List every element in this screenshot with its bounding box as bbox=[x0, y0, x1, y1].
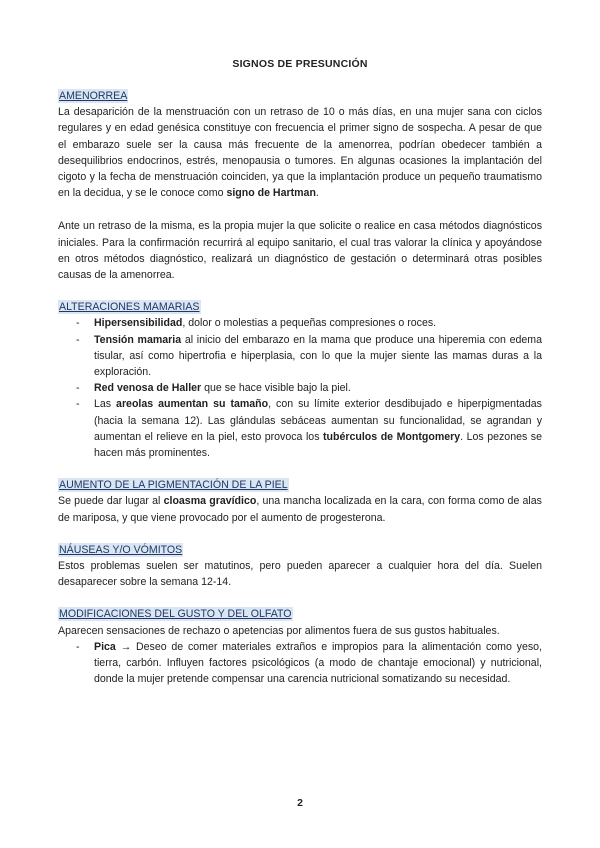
bold-term: Hipersensibilidad bbox=[94, 317, 183, 330]
paragraph-text: , una mancha localizada en la cara, con forma como de alas de mariposa, y que viene provocado por el aumento de progesterona. bbox=[58, 495, 542, 524]
list-item-text: que se hace visible bajo la piel. bbox=[201, 382, 351, 395]
list-item-text: , con su límite exterior desdibujado e hiperpigmentadas (hacia la semana 12). Las glándulas sebáceas aumentan su funcionalidad, se agrandan y aumentan el relieve en la piel, esto provoca los bbox=[94, 398, 542, 443]
section-heading: ALTERACIONES MAMARIAS bbox=[59, 301, 200, 314]
bold-term: Red venosa de Haller bbox=[94, 382, 202, 395]
bold-term: Tensión mamaria bbox=[94, 333, 182, 346]
bold-term: Pica bbox=[94, 640, 116, 653]
list-item bbox=[94, 396, 542, 461]
page-number: 2 bbox=[297, 797, 303, 809]
paragraph-text: La desaparición de la menstruación con un retraso de 10 o más días, en una mujer sana con ciclos regulares y en edad genésica constituye con frecuencia el primer signo de sospecha. A pesar de que el embarazo suele ser la causa más frecuente de la amenorrea, podrían obedecer también a desequilibrios endocrinos, estrés, menopausia o tumores. En algunas ocasiones la implantación del cigoto y la fecha de menstruación coinciden, ya que la implantación produce un pequeño traumatismo en la decidua, y se le conoce como bbox=[58, 106, 542, 200]
section-gusto-olfato bbox=[58, 606, 542, 687]
page-title: SIGNOS DE PRESUNCIÓN bbox=[232, 58, 368, 70]
paragraph: Ante un retraso de la misma, es la propia mujer la que solicite o realice en casa métodos diagnósticos iniciales. Para la confirmación recurrirá al equipo sanitario, el cual tras valorar la clínica y apoyándose en otros métodos diagnóstico, realizará un diagnóstico de gestación o determinará otras posibles causas de la amenorrea. bbox=[58, 220, 542, 282]
bold-term: areolas aumentan su tamaño bbox=[116, 398, 269, 411]
bold-term: tubérculos de Montgomery bbox=[323, 430, 461, 443]
list-item bbox=[94, 639, 542, 688]
list-item bbox=[94, 380, 542, 396]
bullet-list bbox=[58, 639, 542, 688]
paragraph: Aparecen sensaciones de rechazo o apetencias por alimentos fuera de sus gustos habituales. bbox=[58, 624, 500, 637]
paragraph bbox=[58, 493, 542, 525]
section-amenorrea bbox=[58, 88, 542, 283]
list-item bbox=[94, 315, 542, 331]
bullet-list bbox=[58, 315, 542, 461]
list-item-text: , dolor o molestias a pequeñas compresiones o roces. bbox=[182, 317, 437, 330]
bold-term: signo de Hartman bbox=[226, 187, 316, 200]
list-item-text: → Deseo de comer materiales extraños e impropios para la alimentación como yeso, tierra, carbón. Influyen factores psicológicos (a modo de chantaje emocional) y nutricional, donde la mujer pretende compensar una carencia nutricional somatizando su necesidad. bbox=[94, 640, 542, 686]
paragraph-text: . bbox=[315, 187, 319, 200]
section-heading: NÁUSEAS Y/O VÓMITOS bbox=[59, 543, 183, 556]
bold-term: cloasma gravídico bbox=[163, 495, 257, 508]
paragraph-text: Se puede dar lugar al bbox=[58, 495, 164, 508]
paragraph: Estos problemas suelen ser matutinos, pero pueden aparecer a cualquier hora del día. Suelen desaparecer sobre la semana 12-14. bbox=[58, 560, 542, 589]
section-heading: MODIFICACIONES DEL GUSTO Y DEL OLFATO bbox=[59, 608, 292, 621]
list-item bbox=[94, 332, 542, 381]
section-nauseas bbox=[58, 542, 542, 591]
section-pigmentacion bbox=[58, 477, 542, 526]
list-item-text: . Los pezones se hacen más prominentes. bbox=[94, 430, 542, 460]
section-heading: AMENORREA bbox=[59, 90, 128, 102]
section-alteraciones-mamarias bbox=[58, 299, 542, 461]
document-body bbox=[58, 88, 542, 688]
list-item-text: al inicio del embarazo en la mama que produce una hiperemia con edema tisular, así como hipertrofia e hiperplasia, con lo que la mujer siente las mamas duras a la exploración. bbox=[94, 333, 542, 379]
paragraph bbox=[58, 104, 542, 201]
section-heading: AUMENTO DE LA PIGMENTACIÓN DE LA PIEL bbox=[59, 479, 288, 492]
list-item-text: Las bbox=[94, 398, 117, 411]
